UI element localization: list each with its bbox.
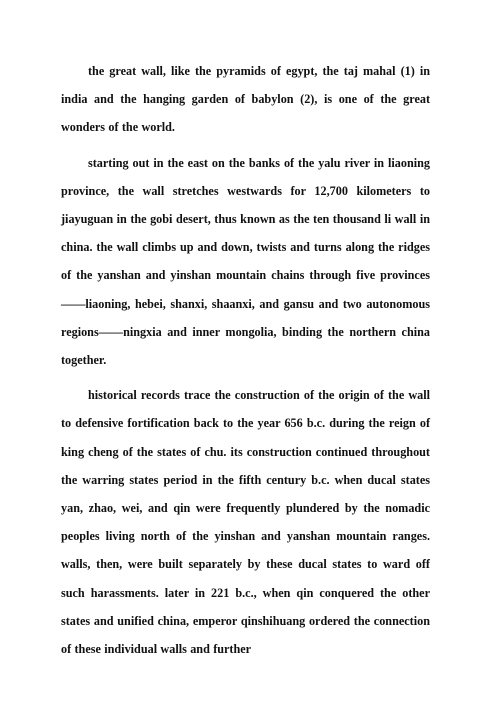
paragraph-historical-records: historical records trace the construction of the origin of the wall to defensive fortification back to the year 656 b.c. during the reign of king cheng of the states of chu. its construction continued throughout the warring states period in the fifth century b.c. when ducal states yan, zhao, wei, and qin were frequently plundered by the nomadic peoples living north of the yinshan and yanshan mountain ranges. walls, then, were built separately by these ducal states to ward off such harassments. later in 221 b.c., when qin conquered the other states and unified china, emperor qinshihuang ordered the connection of these individual walls and further: [61, 388, 430, 657]
paragraph-great-wall-intro: the great wall, like the pyramids of egypt, the taj mahal (1) in india and the hanging garden of babylon (2), is one of the great wonders of the world.: [61, 64, 430, 135]
paragraph-wall-route: starting out in the east on the banks of the yalu river in liaoning province, the wall stretches westwards for 12,700 kilometers to jiayuguan in the gobi desert, thus known as the ten thousand li wall in china. the wall climbs up and down, twists and turns along the ridges of the yanshan and yinshan mountain chains through five provinces——liaoning, hebei, shanxi, shaanxi, and gansu and two autonomous regions——ningxia and inner mongolia, binding the northern china together.: [61, 155, 430, 368]
